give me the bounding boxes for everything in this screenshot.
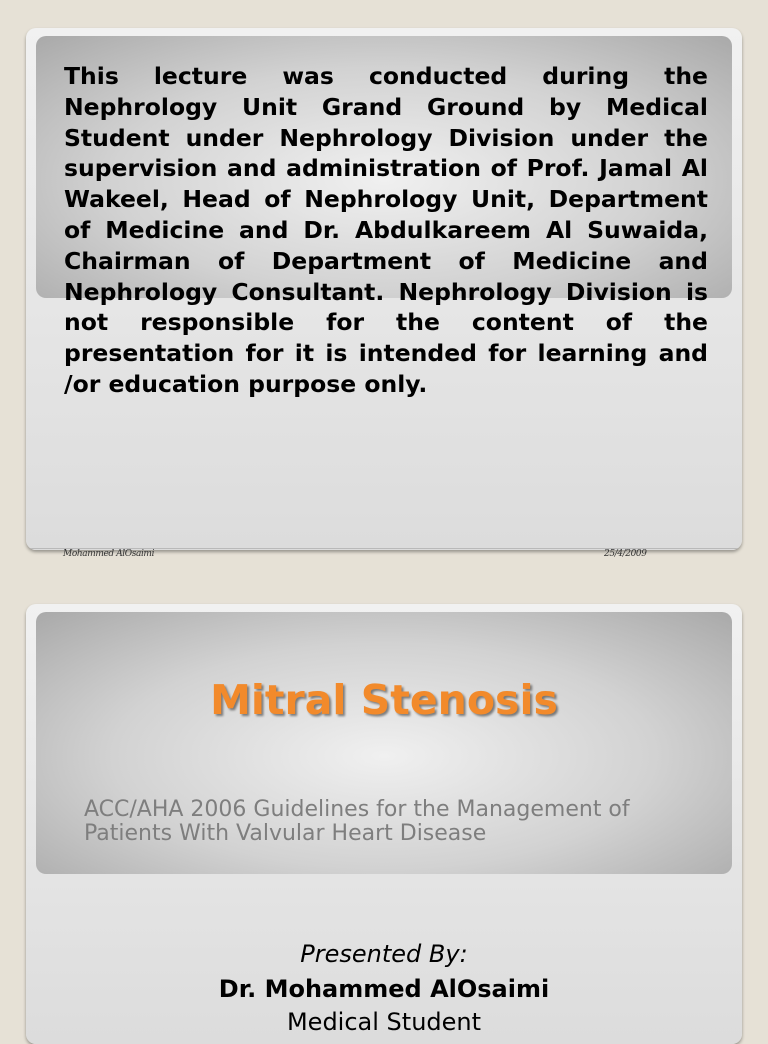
- presenter-name: Dr. Mohammed AlOsaimi: [218, 975, 550, 1003]
- disclaimer-text: This lecture was conducted during the Nephrology Unit Grand Ground by Medical Student under Nephrology Division under the supervision and administration of Prof. Jamal Al Wakeel, Head of Nephrology Unit, Department of Medicine and Dr. Abdulkareem Al Suwaida, Chairman of Department of Medicine and Nephrology Consultant. Nephrology Division is not responsible for the content of the presentation for it is intended for learning and /or education purpose only.: [64, 62, 708, 398]
- slide-title: [26, 604, 742, 1044]
- footer-author: Mohammed AlOsaimi: [63, 549, 155, 559]
- presentation-title: Mitral Stenosis: [210, 676, 558, 724]
- presented-by-label: Presented By:: [300, 940, 468, 968]
- presentation-subtitle: ACC/AHA 2006 Guidelines for the Management of Patients With Valvular Heart Disease: [84, 797, 630, 846]
- presenter-role: Medical Student: [286, 1008, 482, 1036]
- footer-date: 25/4/2009: [604, 549, 647, 559]
- slide-disclaimer: [26, 28, 742, 550]
- slide-title-panel: [36, 612, 732, 874]
